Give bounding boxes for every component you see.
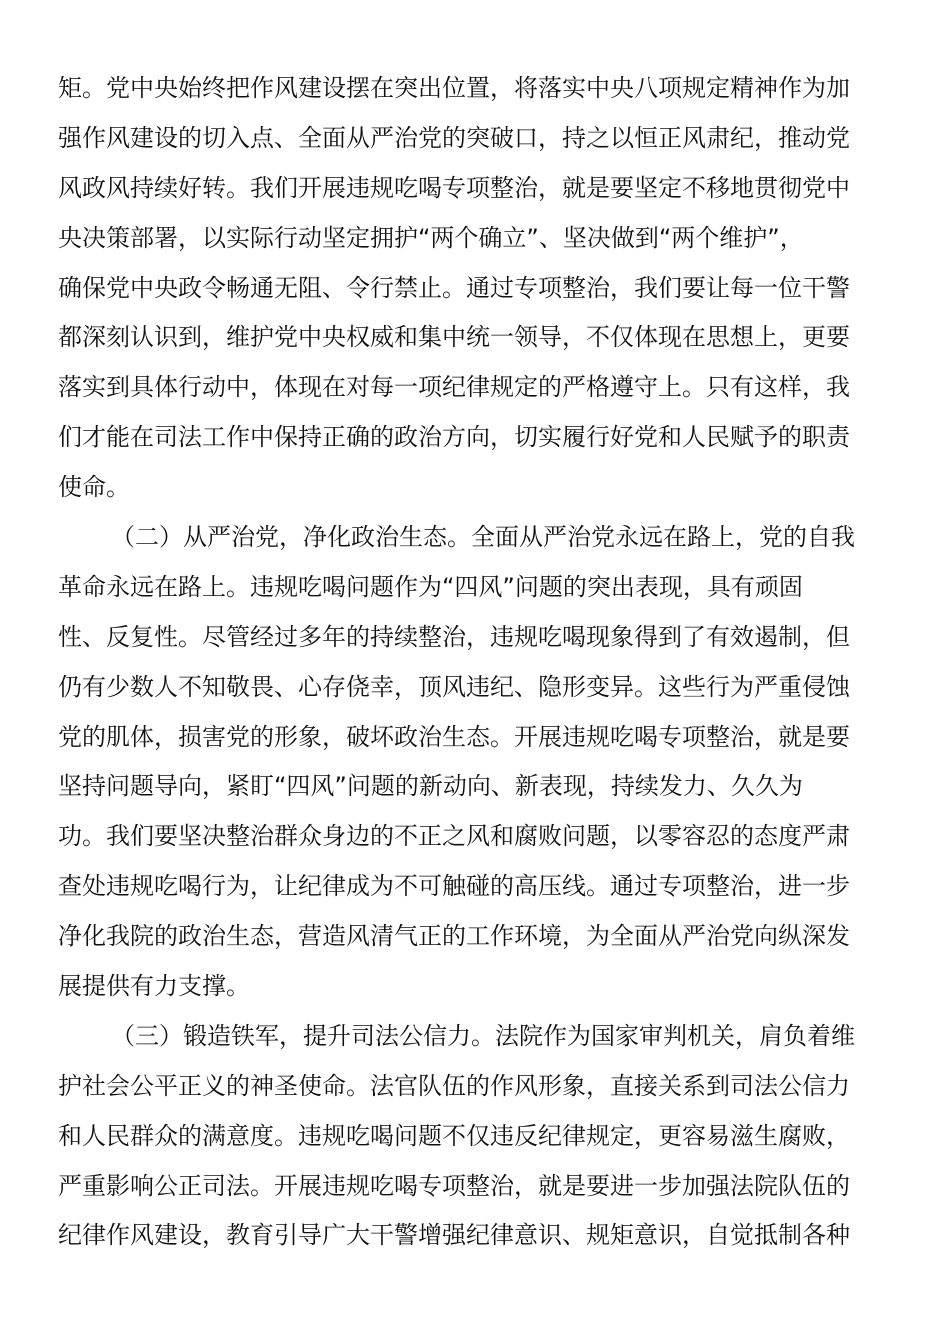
text-line: 仍有少数人不知敬畏、心存侥幸，顶风违纪、隐形变异。这些行为严重侵蚀: [58, 672, 850, 701]
text-line: 和人民群众的满意度。违规吃喝问题不仅违反纪律规定，更容易滋生腐败，: [58, 1121, 850, 1150]
document-body: [58, 64, 878, 1261]
text-line: 功。我们要坚决整治群众身边的不正之风和腐败问题，以零容忍的态度严肃: [58, 822, 850, 851]
text-line: 确保党中央政令畅通无阻、令行禁止。通过专项整治，我们要让每一位干警: [58, 273, 850, 302]
text-line: 们才能在司法工作中保持正确的政治方向，切实履行好党和人民赋予的职责: [58, 423, 850, 452]
section-heading-line: （三）锻造铁军，提升司法公信力。法院作为国家审判机关，肩负着维: [111, 1021, 855, 1050]
text-line: 净化我院的政治生态，营造风清气正的工作环境，为全面从严治党向纵深发: [58, 922, 850, 951]
text-line: 都深刻认识到，维护党中央权威和集中统一领导，不仅体现在思想上，更要: [58, 323, 850, 352]
text-line: 矩。党中央始终把作风建设摆在突出位置，将落实中央八项规定精神作为加: [58, 74, 850, 102]
text-line: 护社会公平正义的神圣使命。法官队伍的作风形象，直接关系到司法公信力: [58, 1071, 850, 1100]
text-line: 坚持问题导向，紧盯“四风”问题的新动向、新表现，持续发力、久久为: [58, 772, 803, 801]
text-line: 央决策部署，以实际行动坚定拥护“两个确立”、坚决做到“两个维护”，: [58, 223, 804, 252]
text-line: 使命。: [58, 473, 130, 502]
text-line: 查处违规吃喝行为，让纪律成为不可触碰的高压线。通过专项整治，进一步: [58, 872, 850, 901]
text-line: 强作风建设的切入点、全面从严治党的突破口，持之以恒正风肃纪，推动党: [58, 123, 850, 152]
text-line: 纪律作风建设，教育引导广大干警增强纪律意识、规矩意识，自觉抵制各种: [58, 1221, 850, 1250]
section-heading-line: （二）从严治党，净化政治生态。全面从严治党永远在路上，党的自我: [111, 523, 855, 552]
text-line: 风政风持续好转。我们开展违规吃喝专项整治，就是要坚定不移地贯彻党中: [58, 173, 850, 202]
text-line: 性、反复性。尽管经过多年的持续整治，违规吃喝现象得到了有效遏制，但: [58, 622, 850, 651]
text-line: 落实到具体行动中，体现在对每一项纪律规定的严格遵守上。只有这样，我: [58, 373, 850, 402]
text-line: 革命永远在路上。违规吃喝问题作为“四风”问题的突出表现，具有顽固: [58, 572, 803, 601]
text-line: 展提供有力支撑。: [58, 972, 250, 1001]
text-line: 严重影响公正司法。开展违规吃喝专项整治，就是要进一步加强法院队伍的: [58, 1171, 850, 1200]
text-line: 党的肌体，损害党的形象，破坏政治生态。开展违规吃喝专项整治，就是要: [58, 722, 850, 751]
